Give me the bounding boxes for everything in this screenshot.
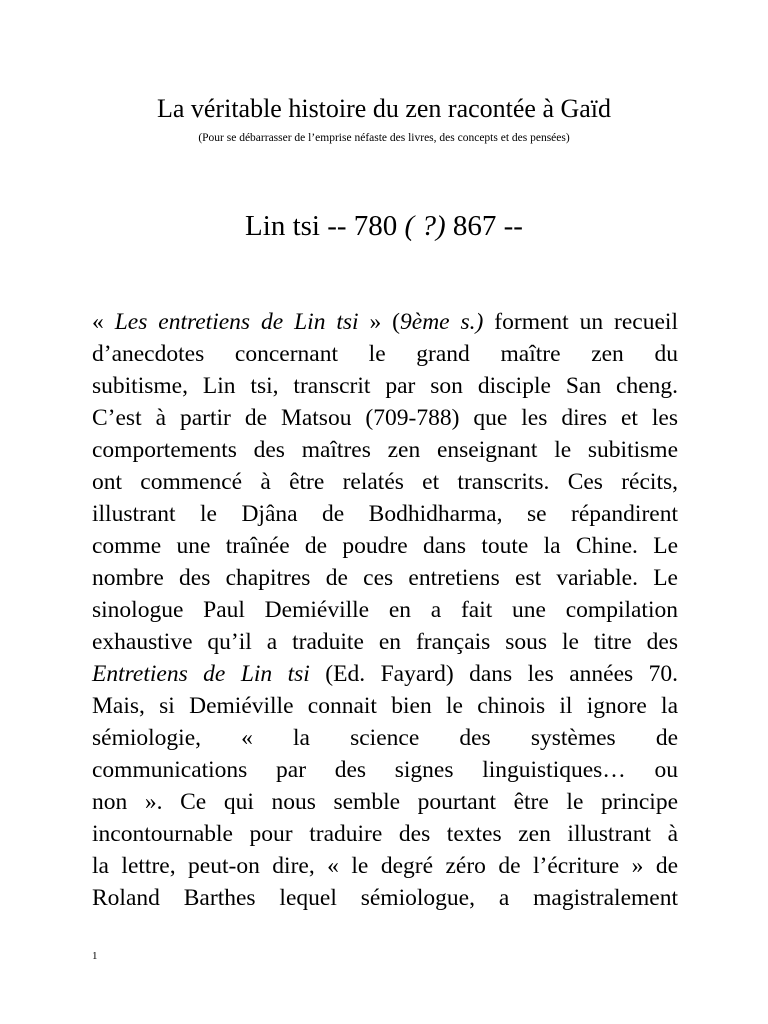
text-line: incontournable pour traduire des textes zen illustrant à	[92, 821, 678, 847]
text-line: subitisme, Lin tsi, transcrit par son disciple San cheng.	[92, 373, 678, 399]
text-line: exhaustive qu’il a traduite en français sous le titre des	[92, 629, 678, 655]
text-line: comportements des maîtres zen enseignant le subitisme	[92, 437, 678, 463]
text-line: « Les entretiens de Lin tsi » (9ème s.) forment un recueil	[92, 309, 678, 335]
text-line: communications par des signes linguistiques… ou	[92, 757, 678, 783]
text-line: comme une traînée de poudre dans toute la Chine. Le	[92, 533, 678, 559]
text-line: la lettre, peut-on dire, « le degré zéro de l’écriture » de	[92, 853, 678, 879]
text-line: d’anecdotes concernant le grand maître zen du	[92, 341, 678, 367]
heading-end-date: 867 --	[445, 210, 523, 242]
text-line: illustrant le Djâna de Bodhidharma, se répandirent	[92, 501, 678, 527]
text-line: nombre des chapitres de ces entretiens est variable. Le	[92, 565, 678, 591]
document-title: La véritable histoire du zen racontée à Gaïd	[156, 94, 612, 123]
heading-uncertain-mark: ( ?)	[404, 210, 446, 242]
page-number: 1	[92, 950, 98, 962]
text-line: Roland Barthes lequel sémiologue, a magistralement	[92, 885, 678, 911]
document-subtitle: (Pour se débarrasser de l’emprise néfaste des livres, des concepts et des pensées)	[198, 132, 570, 144]
text-line: ont commencé à être relatés et transcrits. Ces récits,	[92, 469, 678, 495]
section-heading	[0, 207, 768, 245]
text-line: non ». Ce qui nous semble pourtant être le principe	[92, 789, 678, 815]
heading-name-dates: Lin tsi -- 780	[245, 210, 405, 242]
text-line: sémiologie, « la science des systèmes de	[92, 725, 678, 751]
text-line: sinologue Paul Demiéville en a fait une compilation	[92, 597, 678, 623]
book-title: Les entretiens de Lin tsi	[114, 309, 359, 335]
text-line: Entretiens de Lin tsi (Ed. Fayard) dans les années 70.	[92, 661, 678, 687]
body-paragraph	[92, 306, 678, 914]
text-line: C’est à partir de Matsou (709-788) que les dires et les	[92, 405, 678, 431]
book-title: Entretiens de Lin tsi	[92, 661, 310, 687]
century-note: 9ème s.)	[400, 309, 484, 335]
text-line: Mais, si Demiéville connait bien le chinois il ignore la	[92, 693, 678, 719]
